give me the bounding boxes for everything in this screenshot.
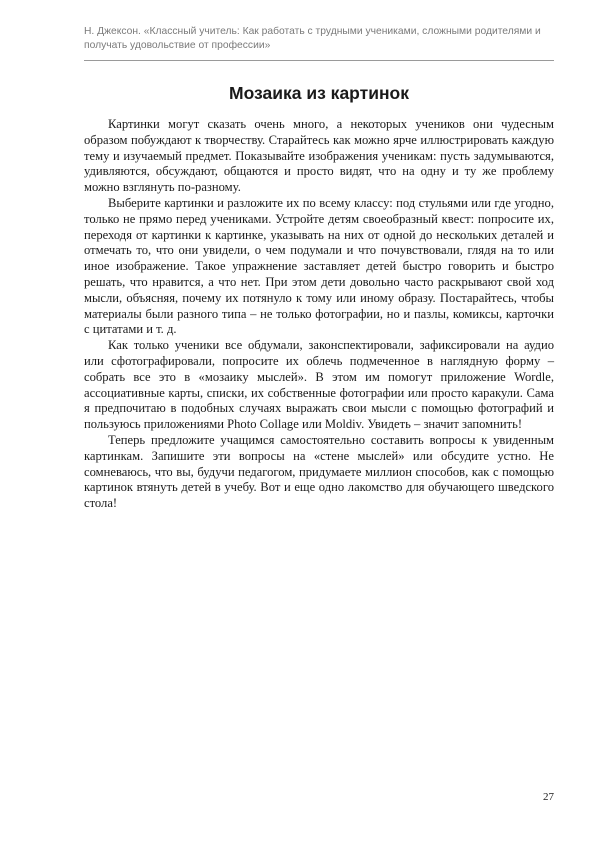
paragraph-4: Теперь предложите учащимся самостоятельно составить вопросы к увиденным картинкам. Запишите эти вопросы на «стене мыслей» или обсудите устно. Не сомневаюсь, что вы, будучи педагогом, придумаете миллион способов, как с помощью картинок втянуть детей в учебу. Вот и еще одно лакомство для обучающего шведского стола! — [84, 432, 554, 511]
paragraph-3: Как только ученики все обдумали, законспектировали, зафиксировали на аудио или сфотографировали, попросите их облечь подмеченное в наглядную форму – собрать все это в «мозаику мыслей». В этом им помогут приложение Wordle, ассоциативные карты, списки, их собственные фотографии или просто каракули. Сама я предпочитаю в подобных случаях выражать свои мысли с помощью фотографий и пользуюсь приложениями Photo Collage или Moldiv. Увидеть – значит запомнить! — [84, 338, 554, 432]
header-divider — [84, 60, 554, 61]
section-title: Мозаика из картинок — [229, 83, 409, 103]
running-header: Н. Джексон. «Классный учитель: Как работать с трудными учениками, сложными родителями и получать удовольствие от профессии» — [84, 26, 541, 51]
body-text — [84, 117, 554, 512]
page-number: 27 — [543, 791, 554, 803]
paragraph-1: Картинки могут сказать очень много, а некоторых учеников они чудесным образом побуждают к творчеству. Старайтесь как можно ярче иллюстрировать каждую тему и изучаемый предмет. Показывайте изображения ученикам: пусть задумываются, удивляются, обсуждают, общаются и просто видят, что на одну и ту же проблему можно взглянуть по-разному. — [84, 117, 554, 195]
paragraph-2: Выберите картинки и разложите их по всему классу: под стульями или где угодно, только не прямо перед учениками. Устройте детям своеобразный квест: попросите их, переходя от картинки к картинке, указывать на них от одной до нескольких деталей и отмечать то, что они увидели, о чем подумали и что почувствовали, глядя на то или иное изображение. Такое упражнение заставляет детей быстро говорить и быстро решать, что нравится, а что нет. При этом дети довольно часто раскрывают свой ход мысли, объясняя, почему их потянуло к тому или иному образу. Постарайтесь, чтобы материалы были разного типа – не только фотографии, но и пазлы, комиксы, карточки с цитатами и т. д. — [84, 195, 554, 337]
